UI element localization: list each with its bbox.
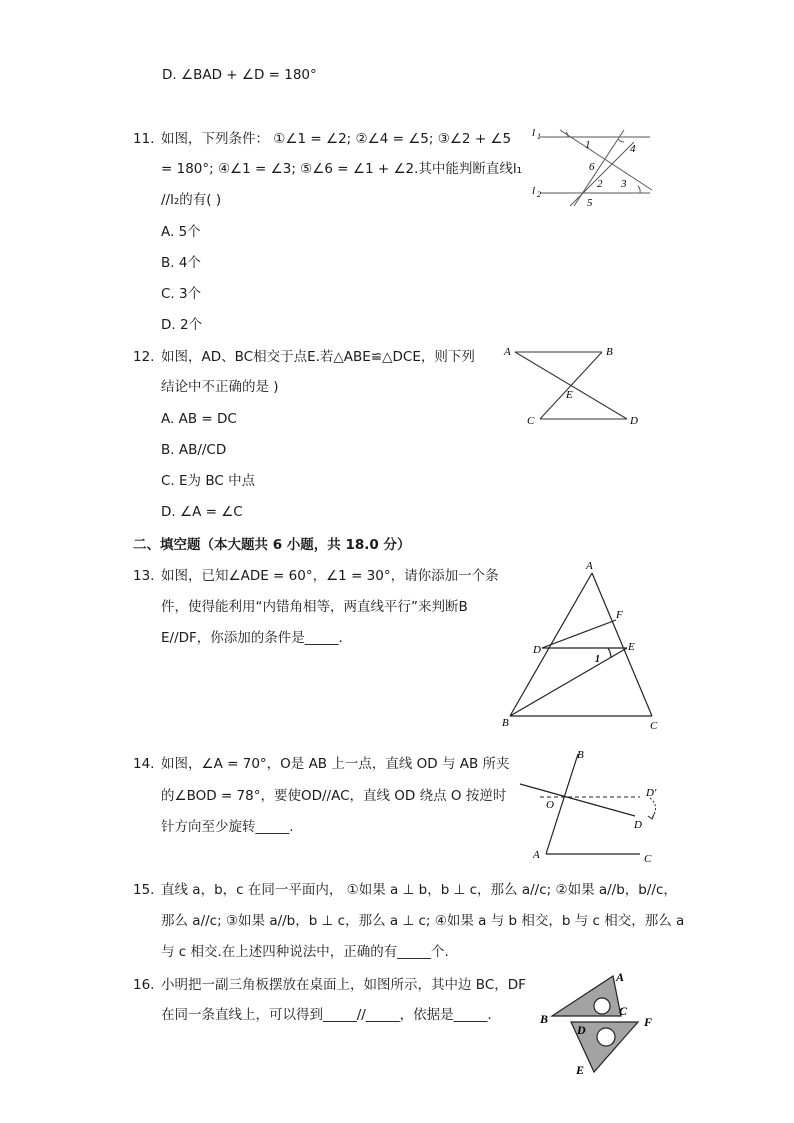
q14-label-o: O — [546, 799, 554, 811]
q11-label-l2-sub: 2 — [537, 190, 541, 199]
q11-figure — [528, 126, 658, 210]
q12-figure — [500, 342, 645, 432]
q14-label-b: B — [577, 749, 584, 761]
q11-label-l1: l — [532, 127, 536, 139]
q14-label-d-prime: D′ — [646, 787, 657, 799]
q13-label-f: F — [616, 609, 623, 621]
q12-label-c: C — [527, 415, 535, 427]
q16-stem-line1: 小明把一副三角板摆放在桌面上，如图所示，其中边 BC，DF — [161, 977, 526, 993]
q12-label-e: E — [566, 389, 573, 401]
q10-option-d: D. ∠BAD + ∠D = 180° — [162, 67, 317, 83]
q12-stem-line2: 结论中不正确的是 ) — [161, 379, 279, 395]
q16-number: 16. — [133, 977, 155, 993]
q11-option-c: C. 3个 — [161, 286, 202, 302]
q12-label-a: A — [504, 346, 511, 358]
section-2-title: 二、填空题（本大题共 6 小题，共 18.0 分） — [133, 537, 411, 553]
q11-angle-1: 1 — [585, 139, 591, 151]
q14-stem-line2: 的∠BOD = 78°，要使OD//AC，直线 OD 绕点 O 按逆时 — [161, 788, 507, 804]
q11-angle-6: 6 — [589, 161, 595, 173]
q16-label-f: F — [644, 1015, 653, 1029]
q11-option-d: D. 2个 — [161, 317, 203, 333]
q15-number: 15. — [133, 882, 155, 898]
q13-stem-line1: 如图，已知∠ADE = 60°，∠1 = 30°，请你添加一个条 — [161, 568, 499, 584]
q16-label-c: C — [619, 1004, 628, 1018]
q14-stem-line1: 如图，∠A = 70°，O是 AB 上一点，直线 OD 与 AB 所夹 — [161, 756, 510, 772]
q13-label-e: E — [628, 641, 635, 653]
q11-stem-line3: //l₂的有( ) — [161, 192, 222, 208]
q11-label-l1-sub: 1 — [537, 132, 541, 141]
q12-option-c: C. E为 BC 中点 — [161, 473, 256, 489]
q11-angle-3: 3 — [621, 178, 627, 190]
q13-label-c: C — [650, 720, 658, 732]
q15-stem-line2: 那么 a//c; ③如果 a//b，b ⊥ c，那么 a ⊥ c; ④如果 a 与 b 相交，b 与 c 相交，那么 a — [161, 913, 685, 929]
q15-stem-line3: 与 c 相交.在上述四种说法中，正确的有_____个. — [161, 944, 449, 960]
q16-figure — [536, 968, 666, 1080]
q13-stem-line2: 件，使得能利用“内错角相等，两直线平行”来判断B — [161, 599, 468, 615]
q11-option-a: A. 5个 — [161, 224, 201, 240]
q12-label-b: B — [606, 346, 613, 358]
q11-label-l2: l — [532, 185, 536, 197]
q11-number: 11. — [133, 131, 155, 147]
q11-angle-4: 4 — [630, 143, 636, 155]
q15-stem-line1: 直线 a，b，c 在同一平面内， ①如果 a ⊥ b，b ⊥ c，那么 a//c; ②如果 a//b，b//c， — [161, 882, 677, 898]
q11-angle-2: 2 — [597, 178, 603, 190]
q12-label-d: D — [630, 415, 638, 427]
q14-stem-line3: 针方向至少旋转_____. — [161, 819, 294, 835]
q11-option-b: B. 4个 — [161, 255, 201, 271]
q13-angle-1: 1 — [595, 654, 600, 665]
q14-number: 14. — [133, 756, 155, 772]
q16-label-b: B — [540, 1012, 549, 1026]
q13-number: 13. — [133, 568, 155, 584]
q16-stem-line2: 在同一条直线上，可以得到_____//_____，依据是_____. — [161, 1007, 492, 1023]
q12-stem-line1: 如图，AD、BC相交于点E.若△ABE≌△DCE，则下列 — [161, 349, 475, 365]
q12-option-d: D. ∠A = ∠C — [161, 504, 243, 520]
q11-stem-line1: 如图，下列条件： ①∠1 = ∠2; ②∠4 = ∠5; ③∠2 + ∠5 — [161, 131, 512, 147]
q12-option-a: A. AB = DC — [161, 411, 237, 427]
q16-label-e: E — [576, 1063, 585, 1077]
q13-label-b: B — [502, 717, 509, 729]
q12-number: 12. — [133, 349, 155, 365]
q14-label-a: A — [533, 849, 540, 861]
q14-label-c: C — [644, 853, 652, 865]
q12-option-b: B. AB//CD — [161, 442, 227, 458]
q14-label-d: D — [634, 819, 642, 831]
q16-label-d: D — [577, 1023, 586, 1037]
q11-stem-line2: = 180°; ④∠1 = ∠3; ⑤∠6 = ∠1 + ∠2.其中能判断直线l₁ — [161, 161, 523, 177]
q16-label-a: A — [616, 970, 625, 984]
q13-label-d: D — [533, 644, 541, 656]
q14-figure — [510, 742, 670, 868]
q13-label-a: A — [586, 560, 593, 572]
q13-stem-line3: E//DF，你添加的条件是_____. — [161, 630, 343, 646]
q13-figure — [500, 558, 670, 738]
q11-angle-5: 5 — [587, 197, 593, 209]
